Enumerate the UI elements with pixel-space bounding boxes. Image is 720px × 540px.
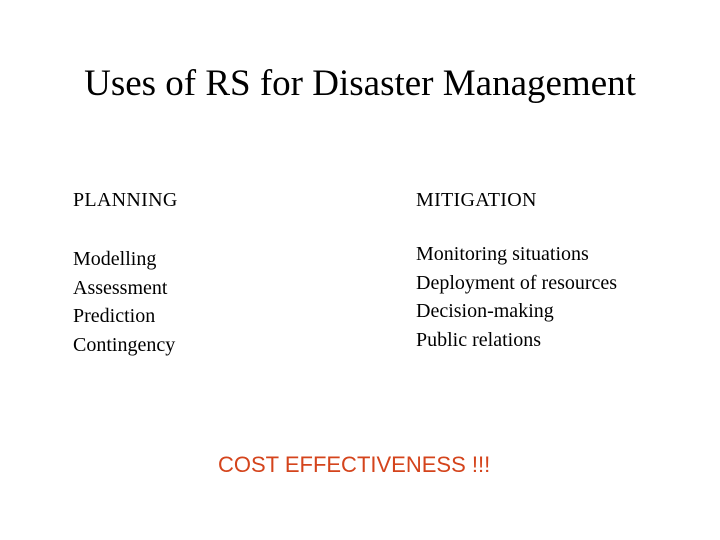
planning-item-modelling: Modelling xyxy=(73,248,157,270)
mitigation-list xyxy=(416,240,617,354)
planning-item-assessment: Assessment xyxy=(73,276,168,299)
cost-effectiveness-note: COST EFFECTIVENESS !!! xyxy=(218,452,491,477)
planning-list xyxy=(73,245,175,359)
mitigation-item-deployment: Deployment of resources xyxy=(416,271,618,294)
planning-heading: PLANNING xyxy=(73,189,178,211)
mitigation-item-monitoring: Monitoring situations xyxy=(416,243,589,265)
planning-item-prediction: Prediction xyxy=(73,305,156,327)
planning-item-contingency: Contingency xyxy=(73,333,176,356)
mitigation-heading: MITIGATION xyxy=(416,189,537,211)
mitigation-item-public-relations: Public relations xyxy=(416,328,541,351)
slide-title: Uses of RS for Disaster Management xyxy=(84,63,636,104)
mitigation-item-decision-making: Decision-making xyxy=(416,300,554,322)
